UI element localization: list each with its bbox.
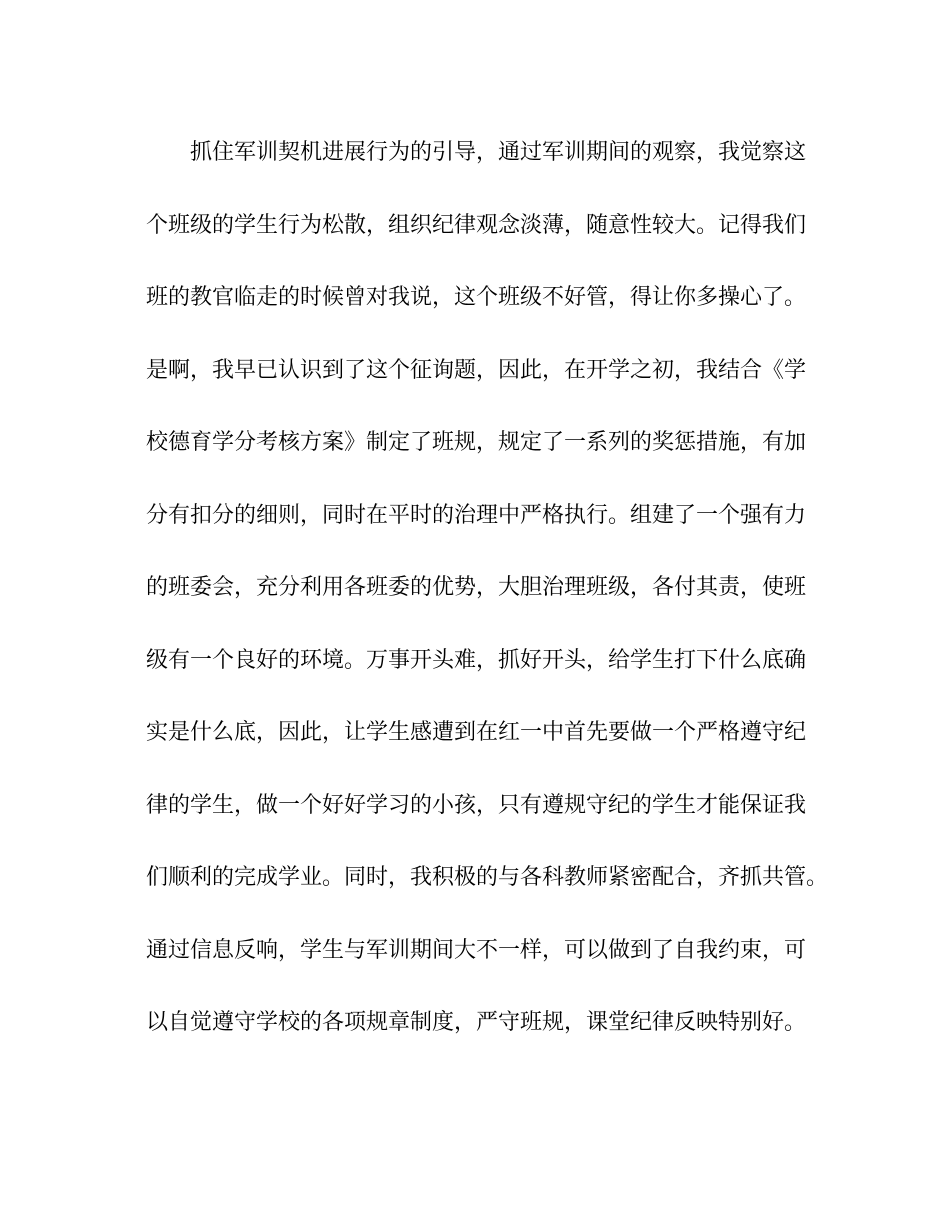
paragraph-line: 的班委会，充分利用各班委的优势，大胆治理班级，各付其责，使班	[146, 575, 807, 600]
paragraph-line: 通过信息反响，学生与军训期间大不一样，可以做到了自我约束，可	[146, 937, 807, 963]
paragraph-line: 们顺利的完成学业。同时，我积极的与各科教师紧密配合，齐抓共管。	[146, 865, 829, 890]
paragraph-line: 抓住军训契机进展行为的引导，通过军训期间的观察，我觉察这	[190, 140, 807, 165]
paragraph-line: 律的学生，做一个好好学习的小孩，只有遵规守纪的学生才能保证我	[146, 792, 807, 818]
paragraph-line: 以自觉遵守学校的各项规章制度，严守班规，课堂纪律反映特别好。	[146, 1010, 807, 1035]
paragraph-line: 实是什么底，因此，让学生感遭到在红一中首先要做一个严格遵守纪	[146, 720, 807, 745]
paragraph-line: 分有扣分的细则，同时在平时的治理中严格执行。组建了一个强有力	[146, 502, 807, 528]
paragraph-line: 校德育学分考核方案》制定了班规，规定了一系列的奖惩措施，有加	[146, 430, 807, 455]
paragraph-line: 是啊，我早已认识到了这个征询题，因此，在开学之初，我结合《学	[146, 357, 807, 383]
paragraph-line: 级有一个良好的环境。万事开头难，抓好开头，给学生打下什么底确	[146, 647, 807, 673]
paragraph-line: 班的教官临走的时候曾对我说，这个班级不好管，得让你多操心了。	[146, 285, 807, 310]
paragraph	[146, 138, 829, 1081]
paragraph-line: 个班级的学生行为松散，组织纪律观念淡薄，随意性较大。记得我们	[146, 212, 807, 238]
